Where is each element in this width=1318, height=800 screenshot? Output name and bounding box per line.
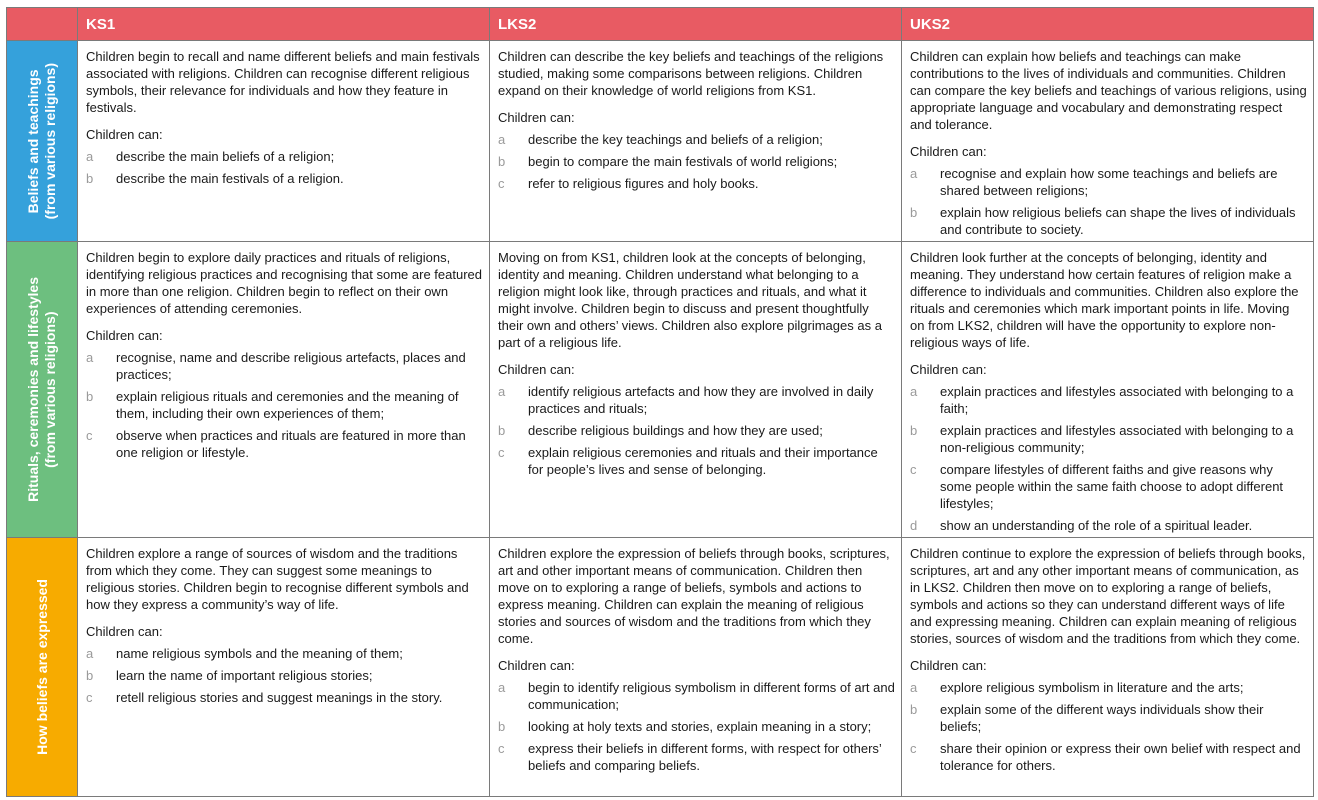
list-item (86, 349, 483, 383)
list-item (498, 383, 895, 417)
row-label-text: How beliefs are expressed (33, 579, 50, 755)
row-label-text: Beliefs and teachings (from various religions) (25, 62, 58, 220)
children-can-label: Children can: (498, 110, 575, 125)
item-letter: b (498, 154, 506, 169)
item-text: explain practices and lifestyles associated with belonging to a non-religious community; (940, 423, 1294, 455)
list-item (86, 388, 483, 422)
item-text: explain practices and lifestyles associated with belonging to a faith; (940, 384, 1294, 416)
cell-intro-text: Children explore the expression of beliefs through books, scriptures, art and other important means of communication. Children then move on to exploring a range of beliefs, symbols and actions to express meaning. Children can explain the meaning of religious stories and sources of wisdom and the traditions from which they come. (498, 546, 890, 646)
item-text: explain some of the different ways individuals show their beliefs; (940, 702, 1264, 734)
cell-expression-lks2 (490, 538, 902, 797)
cell-intro-text: Moving on from KS1, children look at the concepts of belonging, identity and meaning. Children understand what belonging to a religion might look like, through practices and rituals, and what it might involve. Children begin to discuss and present thoughtfully their own and others’ views. Children also explore pilgrimages as a part of a religious life. (498, 250, 882, 350)
list-item (86, 427, 483, 461)
list-item (910, 740, 1307, 774)
list-item (498, 679, 895, 713)
objective-list (498, 679, 895, 774)
item-letter: c (86, 690, 93, 705)
item-letter: b (86, 668, 94, 683)
list-item (498, 444, 895, 478)
item-letter: c (86, 428, 93, 443)
item-letter: b (86, 389, 94, 404)
item-letter: d (910, 518, 918, 533)
objective-list (86, 645, 483, 706)
item-text: learn the name of important religious stories; (116, 668, 373, 683)
list-item (86, 645, 483, 662)
header-lks2: LKS2 (490, 8, 902, 41)
objective-list (498, 383, 895, 478)
objective-list (86, 148, 483, 187)
list-item (910, 165, 1307, 199)
list-item (86, 170, 483, 187)
item-text: begin to compare the main festivals of world religions; (528, 154, 838, 169)
item-text: recognise and explain how some teachings and beliefs are shared between religions; (940, 166, 1278, 198)
cell-rituals-uks2 (902, 242, 1314, 538)
list-item (910, 701, 1307, 735)
item-letter: a (86, 350, 94, 365)
list-item (498, 153, 895, 170)
row-label-expression (7, 538, 78, 797)
cell-beliefs-ks1 (78, 41, 490, 242)
cell-rituals-ks1 (78, 242, 490, 538)
list-item (910, 461, 1307, 512)
item-letter: a (498, 680, 506, 695)
list-item (86, 148, 483, 165)
children-can-label: Children can: (86, 328, 163, 343)
cell-intro-text: Children can describe the key beliefs and teachings of the religions studied, making some comparisons between religions. Children expand on their knowledge of world religions from KS1. (498, 49, 884, 98)
item-text: observe when practices and rituals are featured in more than one religion or lifestyle. (116, 428, 466, 460)
objective-list (498, 131, 895, 192)
item-letter: a (498, 132, 506, 147)
objective-list (910, 383, 1307, 534)
item-text: looking at holy texts and stories, explain meaning in a story; (528, 719, 872, 734)
item-text: describe the key teachings and beliefs of a religion; (528, 132, 823, 147)
item-letter: a (86, 149, 94, 164)
item-text: retell religious stories and suggest meanings in the story. (116, 690, 443, 705)
list-item (910, 383, 1307, 417)
row-label-text: Rituals, ceremonies and lifestyles (from various religions) (25, 277, 58, 502)
item-text: describe religious buildings and how they are used; (528, 423, 823, 438)
list-item (910, 517, 1307, 534)
children-can-label: Children can: (910, 144, 987, 159)
item-text: name religious symbols and the meaning of them; (116, 646, 403, 661)
row-label-beliefs (7, 41, 78, 242)
cell-intro-text: Children look further at the concepts of belonging, identity and meaning. They understand how certain features of religion make a difference to individuals and communities. Children also explore the rituals and ceremonies which mark important points in life. Moving on from LKS2, children will have the opportunity to explore non-religious ways of life. (910, 250, 1299, 350)
item-letter: b (910, 205, 918, 220)
curriculum-table (6, 7, 1314, 797)
item-letter: a (910, 166, 918, 181)
list-item (910, 422, 1307, 456)
cell-intro-text: Children continue to explore the expression of beliefs through books, scriptures, art and any other important means of communication, as in LKS2. Children then move on to exploring a range of beliefs, symbols and actions so they can understand different ways of life and expressing meaning. Children can explain meaning of religious stories, sources of wisdom and the traditions from which they come. (910, 546, 1306, 646)
item-letter: a (910, 384, 918, 399)
header-corner (7, 8, 78, 41)
cell-intro-text: Children can explain how beliefs and teachings can make contributions to the lives of individuals and communities. Children can compare the key beliefs and teachings of various religions, using appropriate language and vocabulary and demonstrating respect and tolerance. (910, 49, 1307, 132)
item-letter: b (910, 702, 918, 717)
item-letter: c (910, 741, 917, 756)
header-ks1: KS1 (78, 8, 490, 41)
row-label-rituals (7, 242, 78, 538)
item-letter: b (498, 719, 506, 734)
list-item (910, 204, 1307, 238)
cell-beliefs-lks2 (490, 41, 902, 242)
item-text: compare lifestyles of different faiths and give reasons why some people within the same faith choose to adopt different lifestyles; (940, 462, 1284, 511)
item-text: explore religious symbolism in literature and the arts; (940, 680, 1244, 695)
list-item (498, 175, 895, 192)
item-letter: a (910, 680, 918, 695)
item-text: identify religious artefacts and how they are involved in daily practices and rituals; (528, 384, 874, 416)
item-text: share their opinion or express their own belief with respect and tolerance for others. (940, 741, 1301, 773)
item-text: describe the main festivals of a religion. (116, 171, 344, 186)
item-text: explain how religious beliefs can shape the lives of individuals and contribute to society. (940, 205, 1296, 237)
list-item (498, 740, 895, 774)
list-item (498, 131, 895, 148)
cell-intro-text: Children begin to explore daily practices and rituals of religions, identifying religious practices and recognising that some are featured in more than one religion. Children begin to reflect on their own experiences of attending ceremonies. (86, 250, 483, 316)
cell-intro-text: Children explore a range of sources of wisdom and the traditions from which they come. They can suggest some meanings to religious stories. Children begin to recognise different symbols and how they express a community’s way of life. (86, 546, 469, 612)
cell-beliefs-uks2 (902, 41, 1314, 242)
cell-expression-ks1 (78, 538, 490, 797)
item-text: refer to religious figures and holy books. (528, 176, 759, 191)
item-letter: c (498, 445, 505, 460)
cell-rituals-lks2 (490, 242, 902, 538)
children-can-label: Children can: (498, 658, 575, 673)
cell-intro-text: Children begin to recall and name different beliefs and main festivals associated with religions. Children can recognise different religious symbols, their relevance for individuals and how they feature in festivals. (86, 49, 480, 115)
children-can-label: Children can: (910, 362, 987, 377)
item-letter: b (498, 423, 506, 438)
item-text: explain religious rituals and ceremonies and the meaning of them, including their own experiences of them; (116, 389, 459, 421)
children-can-label: Children can: (498, 362, 575, 377)
item-letter: a (498, 384, 506, 399)
item-letter: c (498, 176, 505, 191)
item-text: begin to identify religious symbolism in different forms of art and communication; (528, 680, 895, 712)
cell-expression-uks2 (902, 538, 1314, 797)
objective-list (910, 165, 1307, 238)
item-letter: c (910, 462, 917, 477)
list-item (86, 689, 483, 706)
header-uks2: UKS2 (902, 8, 1314, 41)
objective-list (86, 349, 483, 461)
item-text: express their beliefs in different forms, with respect for others’ beliefs and comparing beliefs. (528, 741, 882, 773)
children-can-label: Children can: (86, 127, 163, 142)
children-can-label: Children can: (86, 624, 163, 639)
children-can-label: Children can: (910, 658, 987, 673)
item-letter: c (498, 741, 505, 756)
list-item (498, 718, 895, 735)
list-item (86, 667, 483, 684)
item-text: recognise, name and describe religious artefacts, places and practices; (116, 350, 466, 382)
list-item (498, 422, 895, 439)
item-letter: b (86, 171, 94, 186)
item-text: show an understanding of the role of a spiritual leader. (940, 518, 1253, 533)
list-item (910, 679, 1307, 696)
objective-list (910, 679, 1307, 774)
item-letter: a (86, 646, 94, 661)
item-letter: b (910, 423, 918, 438)
item-text: explain religious ceremonies and rituals and their importance for people’s lives and sense of belonging. (528, 445, 878, 477)
item-text: describe the main beliefs of a religion; (116, 149, 335, 164)
